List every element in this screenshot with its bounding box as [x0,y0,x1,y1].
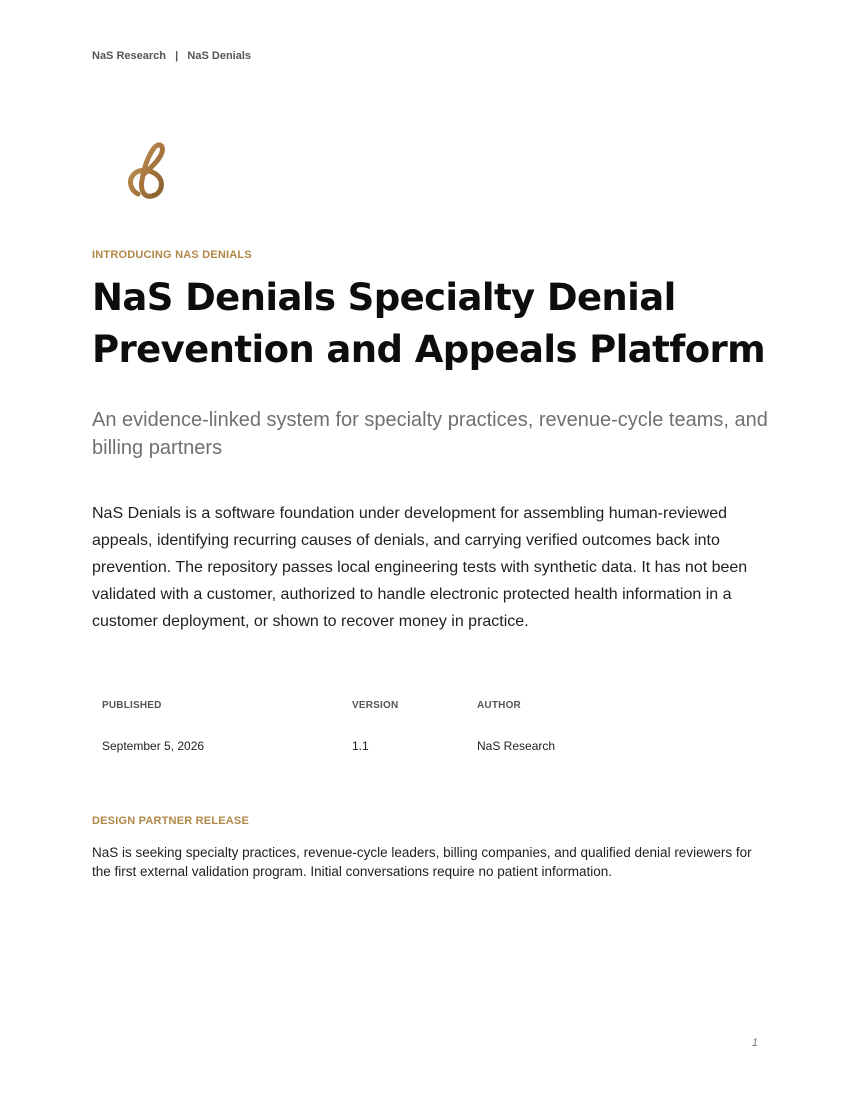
intro-eyebrow: INTRODUCING NAS DENIALS [92,249,252,261]
page-number: 1 [751,1037,758,1049]
published-value: September 5, 2026 [102,739,205,753]
page-subtitle: An evidence-linked system for specialty practices, revenue-cycle teams, and billing partners [92,409,768,459]
meta-published [102,700,204,753]
page-header [92,50,251,62]
version-value: 1.1 [352,739,369,753]
page-title: NaS Denials Specialty Denial Prevention and Appeals Platform [92,276,766,371]
header-product: NaS Denials [187,50,252,62]
meta-author [477,700,555,753]
author-label: AUTHOR [477,700,521,711]
header-separator: | [175,50,179,62]
design-partner-label: DESIGN PARTNER RELEASE [92,815,249,827]
nas-script-logo-icon [124,138,170,202]
design-partner-body: NaS is seeking specialty practices, revenue-cycle leaders, billing companies, and qualified denial reviewers for the first external validation program. Initial conversations require no patient information. [92,845,752,879]
meta-version [352,700,398,753]
author-value: NaS Research [477,739,556,753]
version-label: VERSION [352,700,399,711]
intro-body: NaS Denials is a software foundation under development for assembling human-reviewed appeals, identifying recurring causes of denials, and carrying verified outcomes back into prevention. The repository passes local engineering tests with synthetic data. It has not been validated with a customer, authorized to handle electronic protected health information in a customer deployment, or shown to recover money in practice. [92,505,748,630]
published-label: PUBLISHED [102,700,162,711]
header-org: NaS Research [92,50,166,62]
